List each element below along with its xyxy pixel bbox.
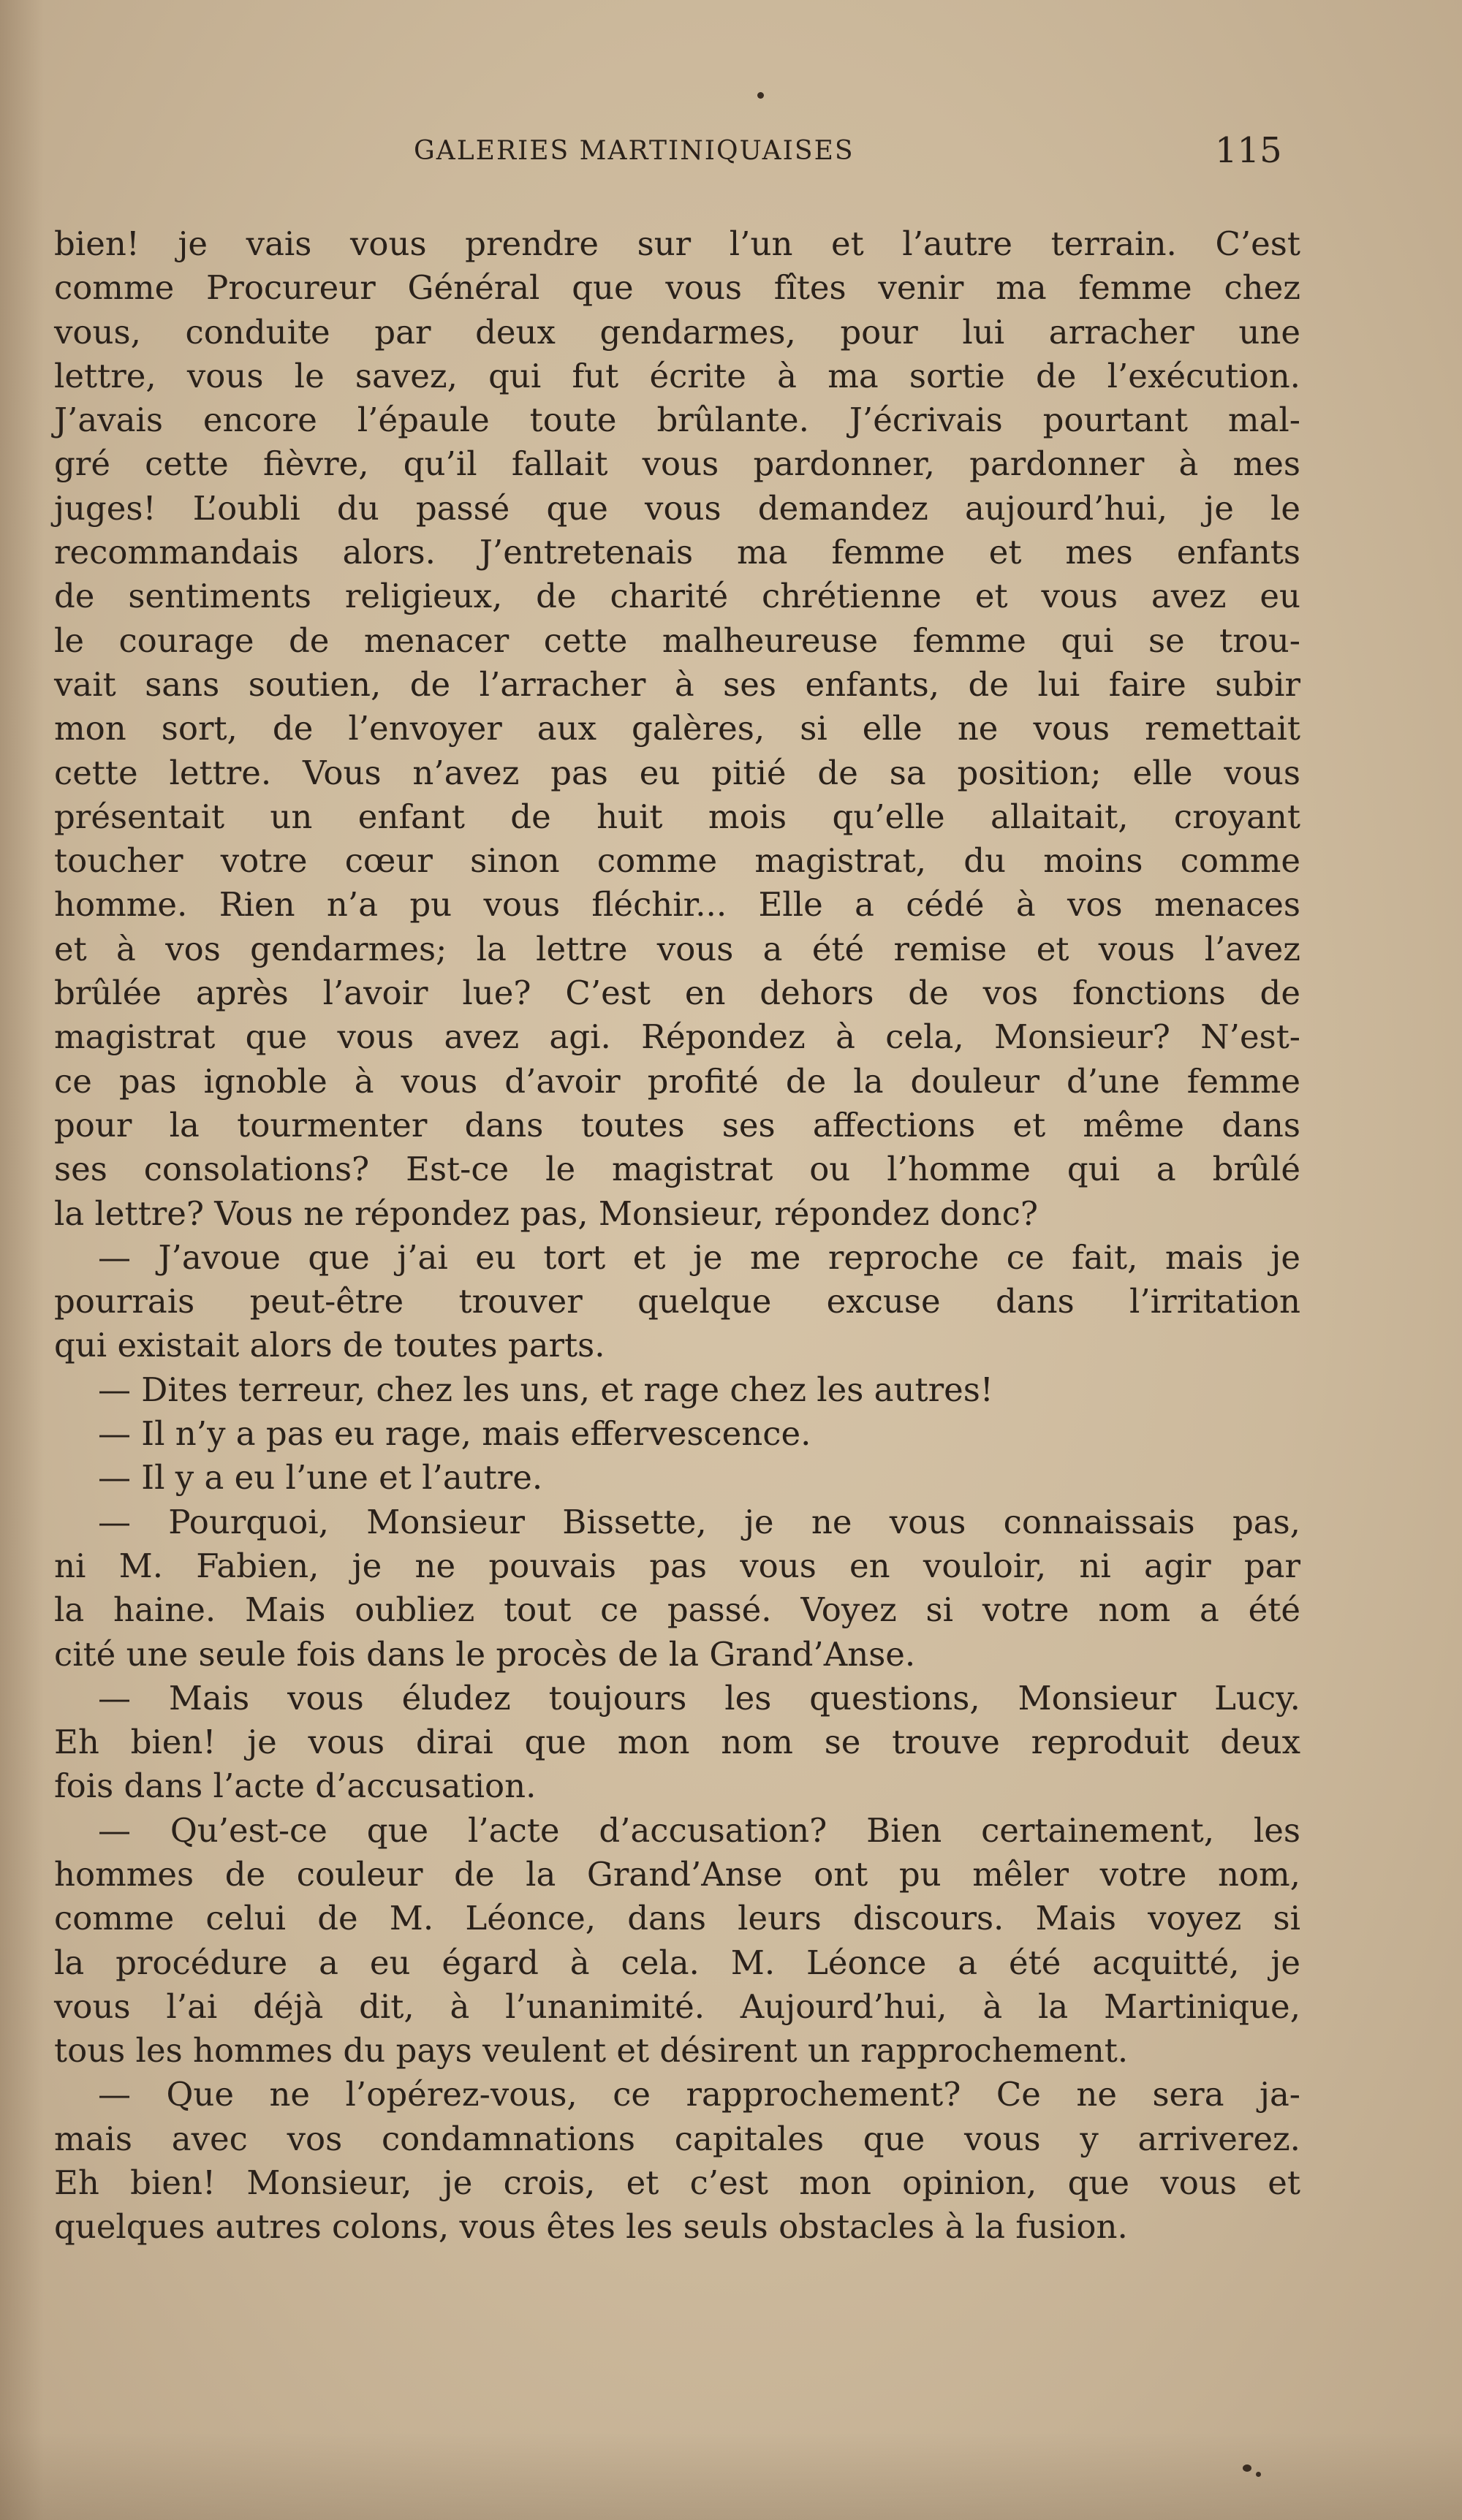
text-line: présentait un enfant de huit mois qu’elle allaitait, croyant bbox=[54, 797, 1300, 836]
ink-speck bbox=[1256, 2472, 1261, 2477]
text-line: ses consolations? Est-ce le magistrat ou l’homme qui a brûlé bbox=[54, 1150, 1300, 1189]
text-line: cité une seule fois dans le procès de la Grand’Anse. bbox=[54, 1634, 916, 1674]
text-line: lettre, vous le savez, qui fut écrite à ma sortie de l’exécution. bbox=[54, 356, 1300, 395]
running-title: GALERIES MARTINIQUAISES bbox=[414, 136, 855, 166]
text-line: — J’avoue que j’ai eu tort et je me reproche ce fait, mais je bbox=[98, 1237, 1300, 1277]
text-line: vait sans soutien, de l’arracher à ses enfants, de lui faire subir bbox=[54, 664, 1300, 704]
text-line: comme celui de M. Léonce, dans leurs discours. Mais voyez si bbox=[54, 1899, 1300, 1938]
text-line: la haine. Mais oubliez tout ce passé. Voyez si votre nom a été bbox=[54, 1590, 1300, 1630]
text-line: brûlée après l’avoir lue? C’est en dehors de vos fonctions de bbox=[54, 974, 1300, 1013]
text-line: juges! L’oubli du passé que vous demandez aujourd’hui, je le bbox=[54, 488, 1300, 528]
text-line: pour la tourmenter dans toutes ses affections et même dans bbox=[54, 1105, 1300, 1145]
text-line: toucher votre cœur sinon comme magistrat, du moins comme bbox=[54, 841, 1300, 881]
text-line: la lettre? Vous ne répondez pas, Monsieur, répondez donc? bbox=[54, 1193, 1038, 1233]
text-line: ni M. Fabien, je ne pouvais pas vous en vouloir, ni agir par bbox=[54, 1546, 1300, 1585]
text-line: gré cette fièvre, qu’il fallait vous pardonner, pardonner à mes bbox=[54, 444, 1300, 484]
text-line: le courage de menacer cette malheureuse femme qui se trou- bbox=[54, 620, 1300, 660]
ink-speck bbox=[1243, 2464, 1251, 2472]
text-line: recommandais alors. J’entretenais ma femme et mes enfants bbox=[54, 533, 1300, 572]
text-line: J’avais encore l’épaule toute brûlante. J’écrivais pourtant mal- bbox=[54, 401, 1300, 440]
page-edge-shadow bbox=[0, 0, 44, 2520]
text-line: de sentiments religieux, de charité chrétienne et vous avez eu bbox=[54, 577, 1300, 616]
text-line: hommes de couleur de la Grand’Anse ont pu mêler votre nom, bbox=[54, 1854, 1300, 1894]
text-line: magistrat que vous avez agi. Répondez à cela, Monsieur? N’est- bbox=[54, 1017, 1300, 1057]
ink-speck bbox=[757, 92, 764, 99]
text-line: — Que ne l’opérez-vous, ce rapprochement? Ce ne sera ja- bbox=[98, 2075, 1300, 2114]
text-line: la procédure a eu égard à cela. M. Léonce a été acquitté, je bbox=[54, 1943, 1300, 1982]
text-line: — Qu’est-ce que l’acte d’accusation? Bien certainement, les bbox=[98, 1810, 1300, 1850]
text-line: quelques autres colons, vous êtes les seuls obstacles à la fusion. bbox=[54, 2207, 1128, 2247]
text-line: comme Procureur Général que vous fîtes venir ma femme chez bbox=[54, 268, 1300, 308]
text-line: Eh bien! je vous dirai que mon nom se trouve reproduit deux bbox=[54, 1723, 1300, 1762]
text-line: fois dans l’acte d’accusation. bbox=[54, 1766, 537, 1806]
text-line: — Dites terreur, chez les uns, et rage chez les autres! bbox=[98, 1370, 993, 1409]
running-header bbox=[0, 130, 1462, 180]
text-line: mais avec vos condamnations capitales que vous y arriverez. bbox=[54, 2119, 1300, 2158]
text-line: — Pourquoi, Monsieur Bissette, je ne vous connaissais pas, bbox=[98, 1502, 1300, 1541]
text-line: tous les hommes du pays veulent et désirent un rapprochement. bbox=[54, 2031, 1129, 2071]
text-line: — Mais vous éludez toujours les questions, Monsieur Lucy. bbox=[98, 1678, 1300, 1718]
text-line: Eh bien! Monsieur, je crois, et c’est mon opinion, que vous et bbox=[54, 2163, 1300, 2203]
text-line: vous l’ai déjà dit, à l’unanimité. Aujourd’hui, à la Martinique, bbox=[54, 1986, 1300, 2026]
text-line: cette lettre. Vous n’avez pas eu pitié de sa position; elle vous bbox=[54, 753, 1300, 792]
text-line: pourrais peut-être trouver quelque excuse dans l’irritation bbox=[54, 1282, 1300, 1321]
text-line: ce pas ignoble à vous d’avoir profité de la douleur d’une femme bbox=[54, 1061, 1300, 1101]
text-line: et à vos gendarmes; la lettre vous a été remise et vous l’avez bbox=[54, 929, 1300, 968]
text-line: qui existait alors de toutes parts. bbox=[54, 1326, 605, 1365]
text-line: bien! je vais vous prendre sur l’un et l’autre terrain. C’est bbox=[54, 224, 1300, 263]
body-text bbox=[54, 222, 1300, 2250]
page-bottom-shadow bbox=[0, 2432, 1462, 2520]
text-line: homme. Rien n’a pu vous fléchir... Elle a cédé à vos menaces bbox=[54, 885, 1300, 925]
page-number: 115 bbox=[1215, 130, 1282, 171]
text-line: — Il y a eu l’une et l’autre. bbox=[98, 1458, 543, 1498]
text-line: vous, conduite par deux gendarmes, pour lui arracher une bbox=[54, 312, 1300, 352]
text-line: — Il n’y a pas eu rage, mais effervescence. bbox=[98, 1414, 811, 1454]
text-line: mon sort, de l’envoyer aux galères, si elle ne vous remettait bbox=[54, 709, 1300, 748]
